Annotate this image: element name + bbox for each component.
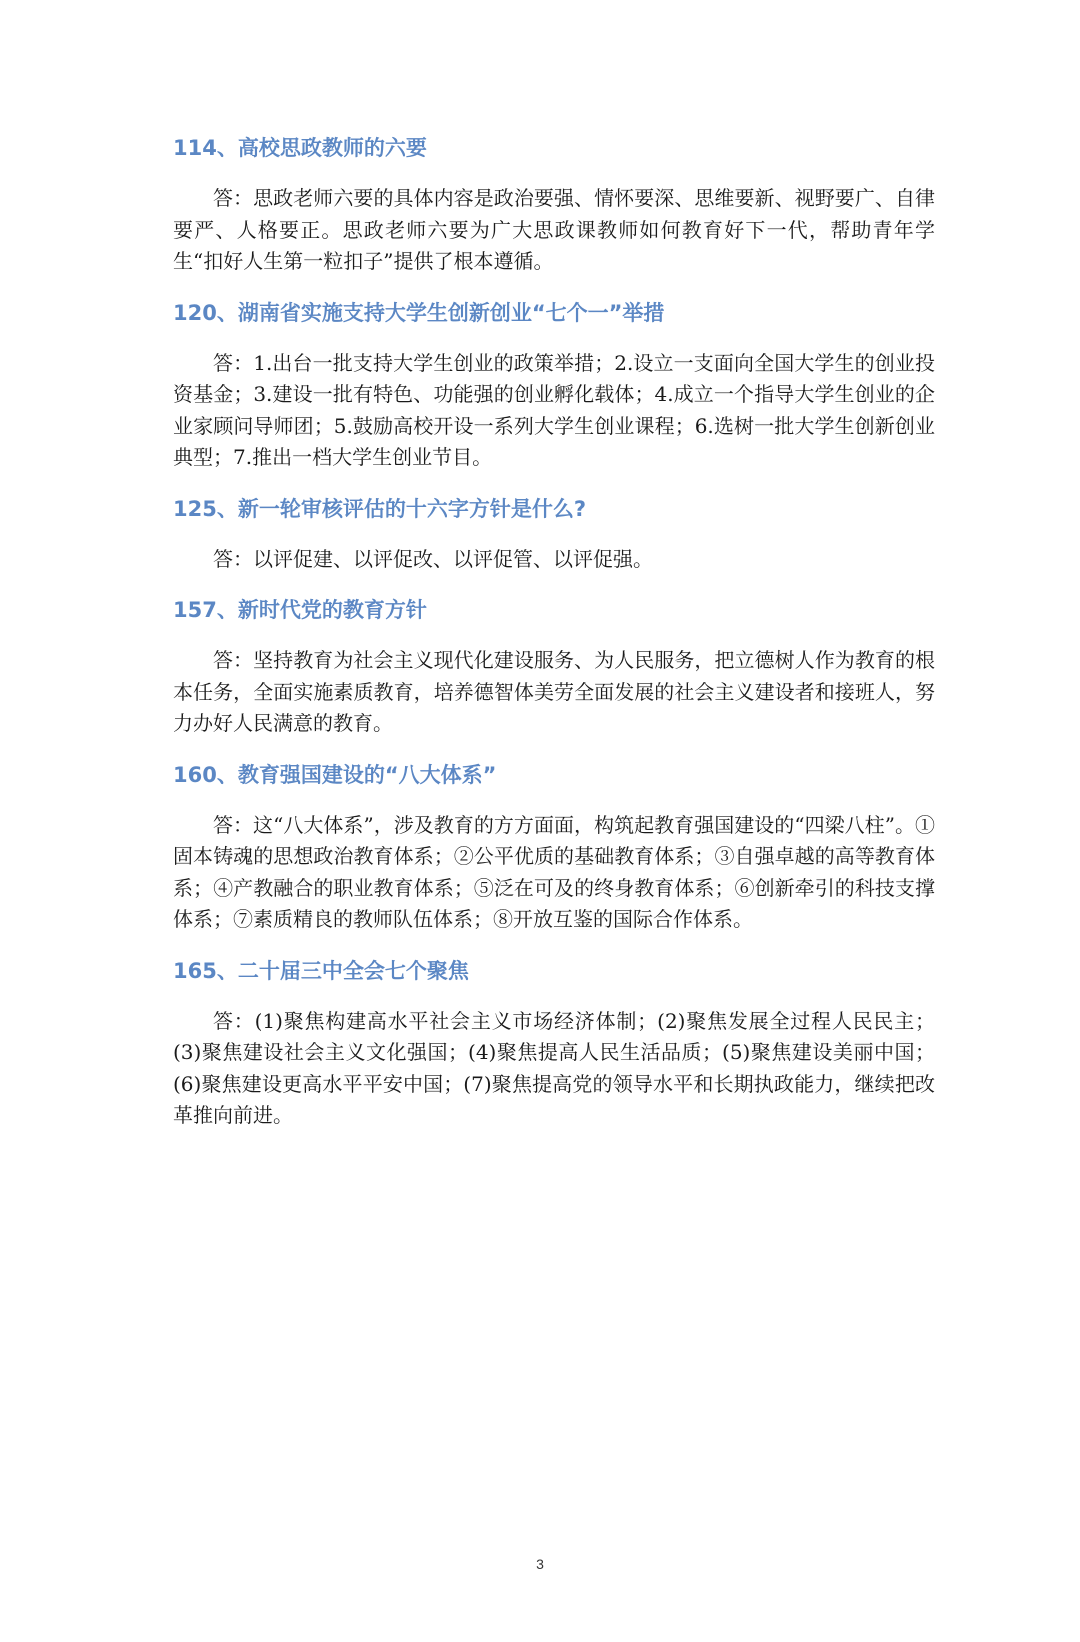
answer-paragraph: 答：这“八大体系”，涉及教育的方方面面，构筑起教育强国建设的“四梁八柱”。①固本铸魂的思想政治教育体系；②公平优质的基础教育体系；③自强卓越的高等教育体系；④产教融合的职业教育体系；⑤泛在可及的终身教育体系；⑥创新牵引的科技支撑体系；⑦素质精良的教师队伍体系；⑧开放互鉴的国际合作体系。 bbox=[173, 812, 935, 931]
answer-paragraph: 答：1.出台一批支持大学生创业的政策举措；2.设立一支面向全国大学生的创业投资基金；3.建设一批有特色、功能强的创业孵化载体；4.成立一个指导大学生创业的企业家顾问导师团；5.鼓励高校开设一系列大学生创业课程；6.选树一批大学生创新创业典型；7.推出一档大学生创业节目。 bbox=[173, 350, 935, 469]
answer-paragraph: 答：以评促建、以评促改、以评促管、以评促强。 bbox=[213, 546, 653, 571]
question-heading: 114、高校思政教师的六要 bbox=[173, 136, 427, 160]
page-number: 3 bbox=[536, 1556, 544, 1572]
qa-section-160 bbox=[173, 760, 935, 936]
qa-section-120 bbox=[173, 298, 935, 474]
answer-paragraph: 答：坚持教育为社会主义现代化建设服务、为人民服务，把立德树人作为教育的根本任务，全面实施素质教育，培养德智体美劳全面发展的社会主义建设者和接班人，努力办好人民满意的教育。 bbox=[173, 648, 935, 735]
qa-section-165 bbox=[173, 956, 935, 1132]
question-heading: 125、新一轮审核评估的十六字方针是什么? bbox=[173, 496, 587, 521]
qa-section-114 bbox=[173, 133, 935, 278]
question-heading: 160、教育强国建设的“八大体系” bbox=[173, 762, 497, 787]
question-heading: 165、二十届三中全会七个聚焦 bbox=[173, 958, 469, 983]
answer-paragraph: 答：(1)聚焦构建高水平社会主义市场经济体制；(2)聚焦发展全过程人民民主；(3)聚焦建设社会主义文化强国；(4)聚焦提高人民生活品质；(5)聚焦建设美丽中国；(6)聚焦建设更高水平平安中国；(7)聚焦提高党的领导水平和长期执政能力，继续把改革推向前进。 bbox=[173, 1008, 935, 1127]
question-heading: 157、新时代党的教育方针 bbox=[173, 598, 427, 622]
question-heading: 120、湖南省实施支持大学生创新创业“七个一”举措 bbox=[173, 300, 665, 325]
answer-paragraph: 答：思政老师六要的具体内容是政治要强、情怀要深、思维要新、视野要广、自律要严、人格要正。思政老师六要为广大思政课教师如何教育好下一代，帮助青年学生“扣好人生第一粒扣子”提供了根本遵循。 bbox=[173, 186, 935, 273]
qa-section-157 bbox=[173, 595, 935, 740]
qa-section-125 bbox=[173, 494, 935, 576]
page-content bbox=[173, 133, 935, 1152]
